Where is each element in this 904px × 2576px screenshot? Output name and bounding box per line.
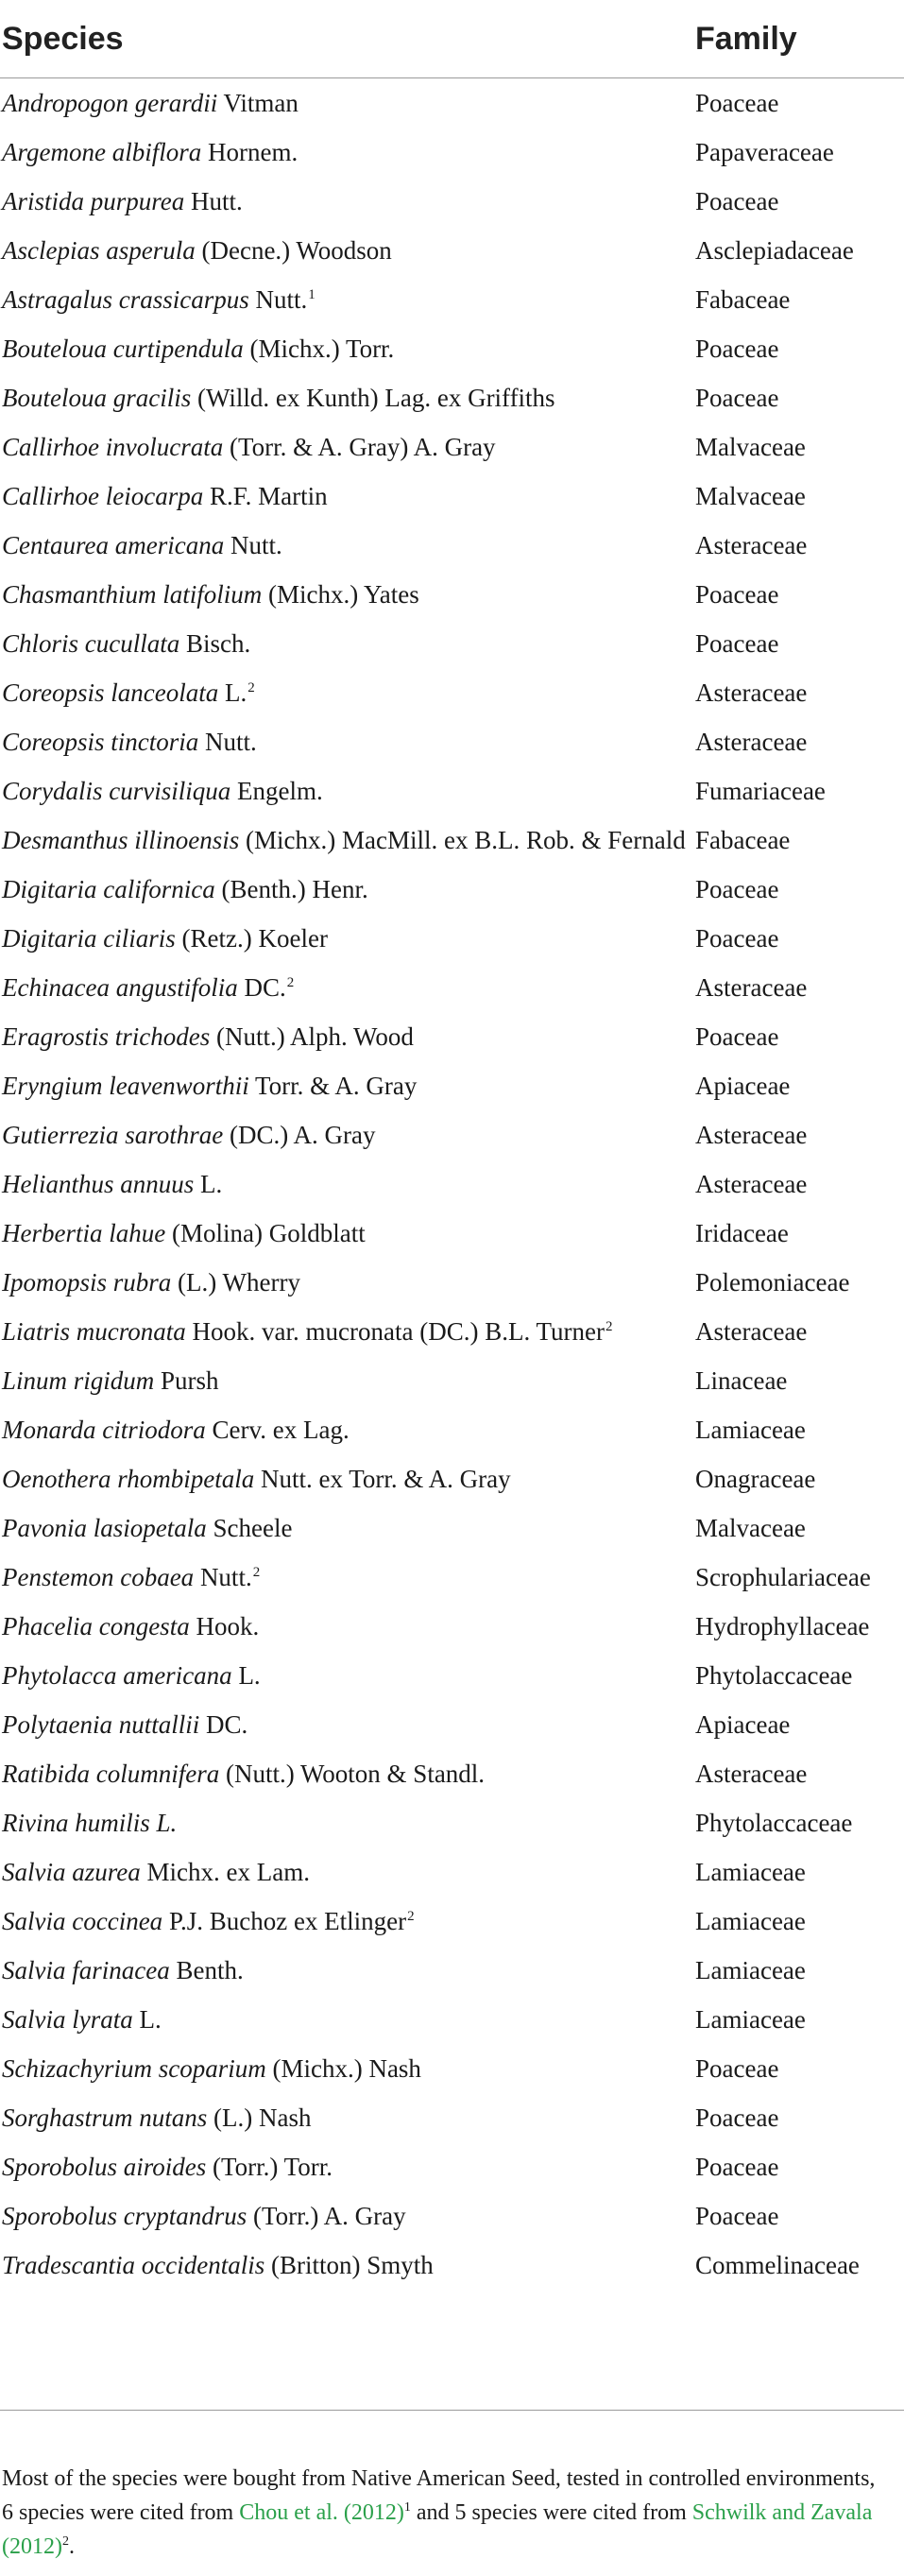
table-row (0, 1553, 904, 1602)
species-cell (0, 914, 695, 963)
table-row (0, 963, 904, 1012)
species-authority: Nutt. (198, 728, 257, 756)
table-row (0, 2044, 904, 2093)
species-binomial: Digitaria californica (2, 875, 215, 903)
species-binomial: Herbertia lahue (2, 1219, 166, 1247)
species-cell (0, 816, 695, 865)
family-cell: Scrophulariaceae (695, 1563, 871, 1591)
footnote-sup-1: 1 (403, 2500, 411, 2515)
species-binomial: Salvia farinacea (2, 1956, 170, 1984)
species-binomial: Digitaria ciliaris (2, 924, 176, 953)
header-family: Family (695, 20, 797, 57)
species-cell (0, 1356, 695, 1405)
table-row (0, 1946, 904, 1995)
species-binomial: Andropogon gerardii (2, 89, 218, 117)
family-cell: Fabaceae (695, 826, 791, 854)
family-cell: Asteraceae (695, 531, 808, 559)
species-binomial: Asclepias asperula (2, 236, 196, 265)
table-row (0, 1061, 904, 1110)
table-row (0, 2142, 904, 2191)
table-row (0, 1651, 904, 1700)
species-authority: (Willd. ex Kunth) Lag. ex Griffiths (191, 384, 555, 412)
species-authority: (DC.) A. Gray (223, 1121, 376, 1149)
species-cell (0, 422, 695, 472)
species-authority: Nutt. (248, 285, 308, 314)
table-row (0, 1749, 904, 1798)
species-authority: Bisch. (179, 629, 251, 658)
species-binomial: Eryngium leavenworthii (2, 1072, 249, 1100)
species-binomial: Ratibida columnifera (2, 1760, 220, 1788)
species-authority: (Nutt.) Wooton & Standl. (219, 1760, 486, 1788)
species-binomial: Coreopsis lanceolata (2, 678, 219, 707)
family-cell: Lamiaceae (695, 2005, 806, 2034)
species-cell (0, 570, 695, 619)
species-binomial: Phytolacca americana (2, 1661, 232, 1690)
species-binomial: Centaurea americana (2, 531, 225, 559)
citation-link-chou[interactable]: Chou et al. (2012) (239, 2500, 404, 2525)
species-binomial: Chasmanthium latifolium (2, 580, 263, 609)
species-cell (0, 78, 695, 128)
table-row (0, 1847, 904, 1897)
family-cell: Poaceae (695, 2054, 779, 2083)
species-cell (0, 1749, 695, 1798)
species-authority: Hornem. (201, 138, 298, 166)
species-authority: (Torr.) Torr. (206, 2153, 333, 2181)
family-cell: Onagraceae (695, 1465, 816, 1493)
family-cell: Linaceae (695, 1366, 788, 1395)
species-authority: DC. (199, 1710, 248, 1739)
species-authority: Nutt. (224, 531, 282, 559)
species-cell (0, 1553, 695, 1602)
species-cell (0, 324, 695, 373)
species-authority: (L.) Wherry (171, 1268, 300, 1297)
species-authority: Torr. & A. Gray (248, 1072, 418, 1100)
species-cell (0, 1602, 695, 1651)
species-authority: Engelm. (230, 777, 323, 805)
species-cell (0, 766, 695, 816)
table-row (0, 1798, 904, 1847)
table-row (0, 422, 904, 472)
family-cell: Phytolaccaceae (695, 1809, 853, 1837)
table-row (0, 2241, 904, 2290)
table-row (0, 1995, 904, 2044)
species-cell (0, 1061, 695, 1110)
species-authority: Hook. (189, 1612, 260, 1640)
table-row (0, 275, 904, 324)
species-authority: P.J. Buchoz ex Etlinger (162, 1907, 407, 1935)
species-binomial: Penstemon cobaea (2, 1563, 195, 1591)
species-authority: Cerv. ex Lag. (205, 1416, 350, 1444)
species-cell (0, 1258, 695, 1307)
table-row (0, 1209, 904, 1258)
family-cell: Lamiaceae (695, 1416, 806, 1444)
species-cell (0, 521, 695, 570)
table-row (0, 1405, 904, 1454)
species-authority: L. (132, 2005, 162, 2034)
species-binomial: Salvia azurea (2, 1858, 141, 1886)
family-cell: Asteraceae (695, 728, 808, 756)
species-binomial: Echinacea angustifolia (2, 973, 238, 1002)
family-cell: Poaceae (695, 187, 779, 215)
species-authority: (L.) Nash (207, 2104, 312, 2132)
species-authority: (Benth.) Henr. (214, 875, 368, 903)
table-body (0, 78, 904, 2290)
family-cell: Asteraceae (695, 973, 808, 1002)
table-row (0, 1307, 904, 1356)
species-cell (0, 619, 695, 668)
family-cell: Malvaceae (695, 433, 806, 461)
family-cell: Poaceae (695, 89, 779, 117)
family-cell: Poaceae (695, 875, 779, 903)
table-row (0, 521, 904, 570)
species-binomial: Bouteloua curtipendula (2, 335, 244, 363)
footnote-sup-2: 2 (61, 2534, 69, 2549)
family-cell: Asteraceae (695, 1121, 808, 1149)
species-binomial: Callirhoe involucrata (2, 433, 224, 461)
species-cell (0, 2191, 695, 2241)
species-binomial: Monarda citriodora (2, 1416, 206, 1444)
table-header (0, 0, 904, 78)
table-row (0, 2093, 904, 2142)
species-cell (0, 373, 695, 422)
table-row (0, 1454, 904, 1503)
species-binomial: Pavonia lasiopetala (2, 1514, 207, 1542)
family-cell: Poaceae (695, 629, 779, 658)
family-cell: Fumariaceae (695, 777, 826, 805)
species-binomial: Corydalis curvisiliqua (2, 777, 231, 805)
species-footnote-marker: 2 (407, 1909, 415, 1924)
species-cell (0, 472, 695, 521)
footnote-text-2: and 5 species were cited from (410, 2500, 692, 2525)
table-row (0, 2191, 904, 2241)
species-binomial: Helianthus annuus (2, 1170, 195, 1198)
table-row (0, 128, 904, 177)
table-row (0, 1110, 904, 1159)
species-binomial: Schizachyrium scoparium (2, 2054, 266, 2083)
species-binomial: Aristida purpurea (2, 187, 185, 215)
citation-link-schwilk[interactable]: Schwilk and Zavala (2012) (2, 2500, 873, 2559)
species-cell (0, 668, 695, 717)
family-cell: Lamiaceae (695, 1956, 806, 1984)
table-row (0, 1503, 904, 1553)
species-cell (0, 1209, 695, 1258)
species-authority: (Torr. & A. Gray) A. Gray (223, 433, 496, 461)
family-cell: Poaceae (695, 384, 779, 412)
species-cell (0, 1946, 695, 1995)
species-binomial: Phacelia congesta (2, 1612, 190, 1640)
family-cell: Poaceae (695, 924, 779, 953)
table-row (0, 766, 904, 816)
species-cell (0, 2241, 695, 2290)
species-authority: (Michx.) Torr. (243, 335, 395, 363)
species-binomial: Tradescantia occidentalis (2, 2251, 265, 2279)
species-footnote-marker: 2 (252, 1565, 261, 1580)
family-cell: Polemoniaceae (695, 1268, 850, 1297)
species-footnote-marker: 2 (247, 680, 255, 696)
table-row (0, 177, 904, 226)
table-row (0, 324, 904, 373)
species-binomial: Salvia lyrata (2, 2005, 133, 2034)
species-authority: Vitman (217, 89, 298, 117)
species-binomial: Rivina humilis L. (2, 1809, 178, 1837)
species-binomial: Oenothera rhombipetala (2, 1465, 255, 1493)
species-cell (0, 1307, 695, 1356)
species-authority: (Nutt.) Alph. Wood (210, 1022, 414, 1051)
species-binomial: Sporobolus airoides (2, 2153, 207, 2181)
family-cell: Hydrophyllaceae (695, 1612, 870, 1640)
species-cell (0, 963, 695, 1012)
species-binomial: Bouteloua gracilis (2, 384, 192, 412)
species-cell (0, 177, 695, 226)
table-row (0, 865, 904, 914)
species-authority: Scheele (206, 1514, 293, 1542)
table-row (0, 570, 904, 619)
header-species: Species (2, 20, 124, 57)
table-row (0, 1012, 904, 1061)
species-cell (0, 1454, 695, 1503)
species-cell (0, 1405, 695, 1454)
table-row (0, 619, 904, 668)
family-cell: Asclepiadaceae (695, 236, 854, 265)
species-cell (0, 128, 695, 177)
species-cell (0, 1995, 695, 2044)
family-cell: Poaceae (695, 2104, 779, 2132)
table-row (0, 816, 904, 865)
species-footnote-marker: 1 (308, 287, 316, 302)
species-authority: (Michx.) Yates (262, 580, 419, 609)
species-cell (0, 1651, 695, 1700)
family-cell: Malvaceae (695, 1514, 806, 1542)
family-cell: Asteraceae (695, 1170, 808, 1198)
footnote-text-1: Most of the species were bought from Native American Seed, tested in controlled environments, 6 species were cited from (2, 2466, 876, 2525)
species-cell (0, 865, 695, 914)
family-cell: Malvaceae (695, 482, 806, 510)
family-cell: Commelinaceae (695, 2251, 860, 2279)
table-row (0, 1258, 904, 1307)
family-cell: Poaceae (695, 2202, 779, 2230)
species-authority: Nutt. (194, 1563, 252, 1591)
table-row (0, 373, 904, 422)
family-cell: Lamiaceae (695, 1858, 806, 1886)
species-cell (0, 226, 695, 275)
species-authority: (Michx.) MacMill. ex B.L. Rob. & Fernald (239, 826, 686, 854)
species-cell (0, 1012, 695, 1061)
family-cell: Iridaceae (695, 1219, 789, 1247)
species-cell (0, 2093, 695, 2142)
species-binomial: Chloris cucullata (2, 629, 180, 658)
species-authority: (Molina) Goldblatt (165, 1219, 366, 1247)
species-authority: (Retz.) Koeler (175, 924, 328, 953)
species-binomial: Gutierrezia sarothrae (2, 1121, 224, 1149)
species-authority: Michx. ex Lam. (140, 1858, 310, 1886)
species-authority: L. (194, 1170, 223, 1198)
table-row (0, 717, 904, 766)
table-row (0, 914, 904, 963)
species-footnote-marker: 2 (605, 1319, 613, 1334)
table-row (0, 472, 904, 521)
species-binomial: Astragalus crassicarpus (2, 285, 249, 314)
species-cell (0, 1700, 695, 1749)
species-binomial: Eragrostis trichodes (2, 1022, 211, 1051)
family-cell: Poaceae (695, 2153, 779, 2181)
table-row (0, 78, 904, 128)
species-cell (0, 717, 695, 766)
family-cell: Asteraceae (695, 678, 808, 707)
species-authority: Benth. (169, 1956, 244, 1984)
species-authority: Hook. var. mucronata (DC.) B.L. Turner (185, 1317, 605, 1346)
table-row (0, 226, 904, 275)
species-binomial: Polytaenia nuttallii (2, 1710, 200, 1739)
table-row (0, 1700, 904, 1749)
table-footnote (2, 2462, 890, 2564)
family-cell: Fabaceae (695, 285, 791, 314)
species-authority: Hutt. (184, 187, 243, 215)
species-cell (0, 1503, 695, 1553)
species-cell (0, 2044, 695, 2093)
table-bottom-rule (0, 2410, 904, 2411)
species-authority: (Britton) Smyth (264, 2251, 434, 2279)
species-cell (0, 1159, 695, 1209)
family-cell: Lamiaceae (695, 1907, 806, 1935)
family-cell: Asteraceae (695, 1317, 808, 1346)
species-binomial: Callirhoe leiocarpa (2, 482, 204, 510)
species-authority: L. (231, 1661, 261, 1690)
species-authority: DC. (237, 973, 286, 1002)
species-cell (0, 1897, 695, 1946)
species-cell (0, 1798, 695, 1847)
species-cell (0, 275, 695, 324)
footnote-text-3: . (68, 2534, 75, 2559)
table-row (0, 1356, 904, 1405)
species-binomial: Salvia coccinea (2, 1907, 163, 1935)
species-binomial: Linum rigidum (2, 1366, 155, 1395)
species-cell (0, 1847, 695, 1897)
family-cell: Papaveraceae (695, 138, 834, 166)
table-row (0, 668, 904, 717)
species-authority: Pursh (154, 1366, 219, 1395)
family-cell: Poaceae (695, 335, 779, 363)
family-cell: Asteraceae (695, 1760, 808, 1788)
species-binomial: Coreopsis tinctoria (2, 728, 199, 756)
table-row (0, 1159, 904, 1209)
species-cell (0, 1110, 695, 1159)
species-authority: R.F. Martin (203, 482, 328, 510)
species-binomial: Desmanthus illinoensis (2, 826, 240, 854)
species-authority: L. (218, 678, 247, 707)
species-binomial: Liatris mucronata (2, 1317, 186, 1346)
family-cell: Apiaceae (695, 1710, 791, 1739)
family-cell: Poaceae (695, 580, 779, 609)
family-cell: Poaceae (695, 1022, 779, 1051)
species-binomial: Sporobolus cryptandrus (2, 2202, 247, 2230)
species-binomial: Ipomopsis rubra (2, 1268, 172, 1297)
species-binomial: Sorghastrum nutans (2, 2104, 208, 2132)
family-cell: Apiaceae (695, 1072, 791, 1100)
table-row (0, 1602, 904, 1651)
family-cell: Phytolaccaceae (695, 1661, 853, 1690)
species-authority: (Michx.) Nash (265, 2054, 421, 2083)
species-footnote-marker: 2 (286, 975, 295, 990)
species-authority: Nutt. ex Torr. & A. Gray (254, 1465, 511, 1493)
species-binomial: Argemone albiflora (2, 138, 202, 166)
species-cell (0, 2142, 695, 2191)
table-row (0, 1897, 904, 1946)
species-authority: (Decne.) Woodson (195, 236, 392, 265)
species-authority: (Torr.) A. Gray (247, 2202, 406, 2230)
